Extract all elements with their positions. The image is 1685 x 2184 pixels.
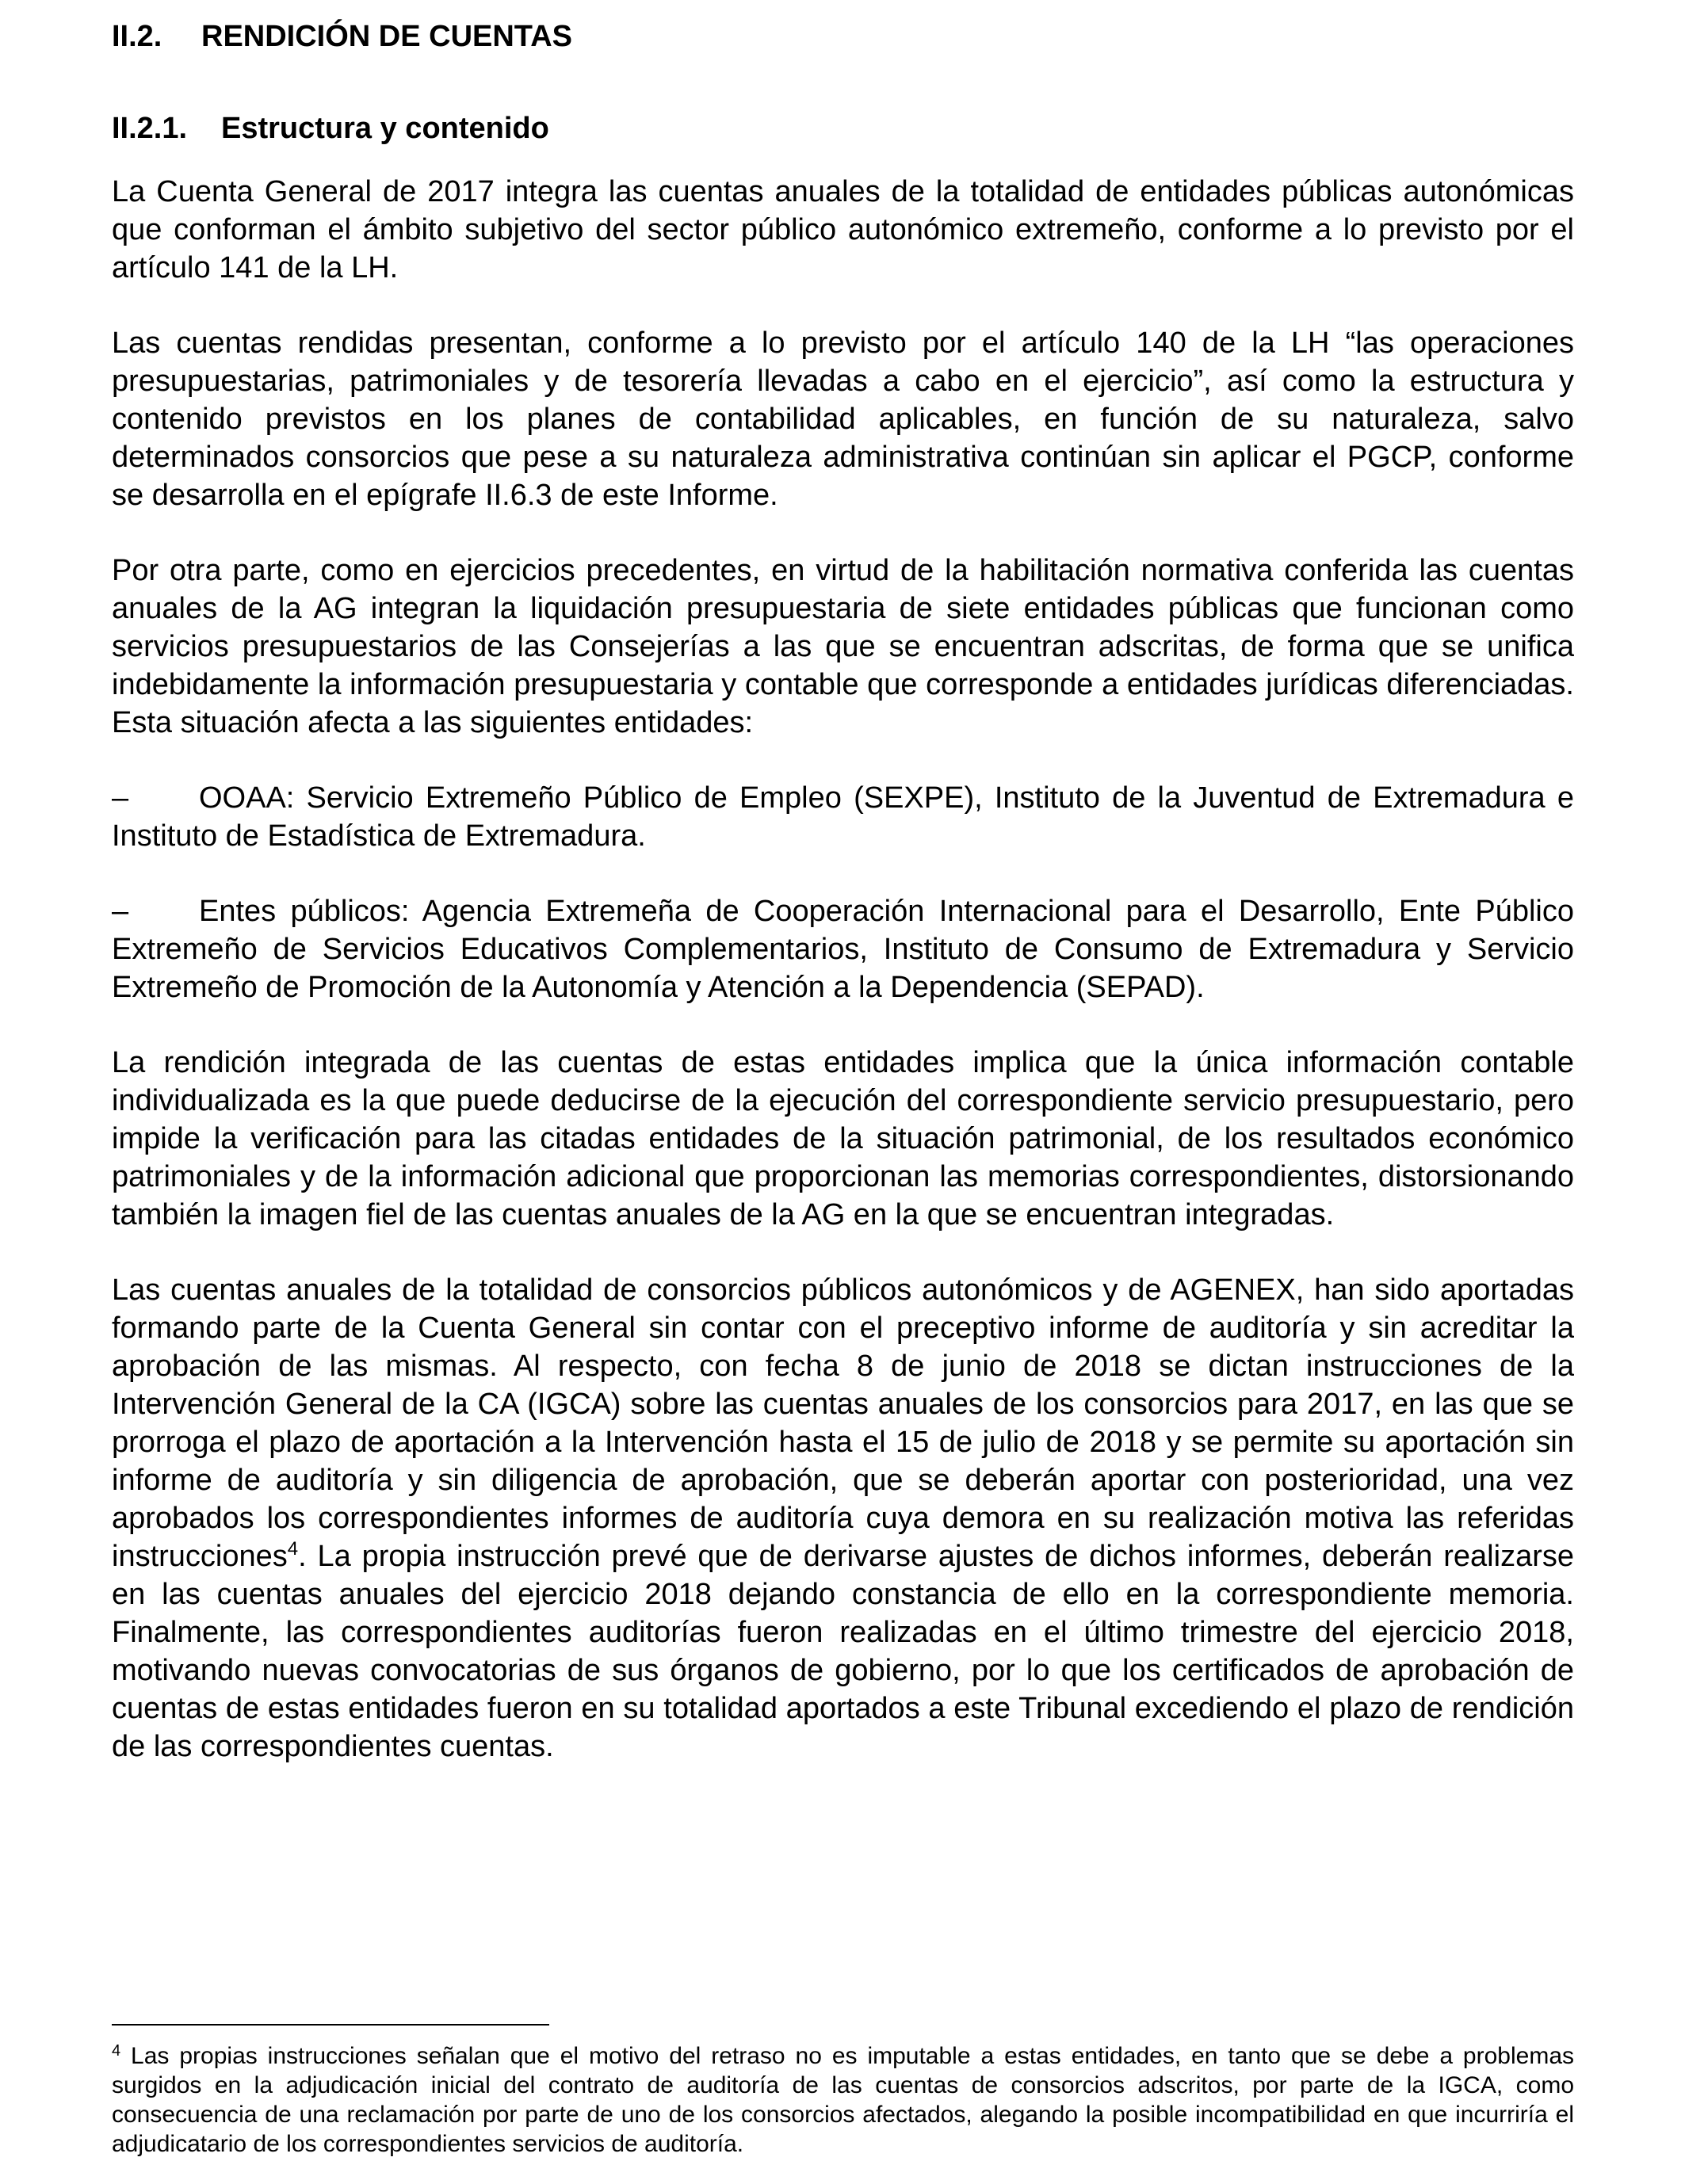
bullet-text: OOAA: Servicio Extremeño Público de Empleo (SEXPE), Instituto de la Juventud de Extremadura e Instituto de Estadística de Extremadura. — [112, 781, 1574, 853]
bullet-text: Entes públicos: Agencia Extremeña de Cooperación Internacional para el Desarrollo, Ente Público Extremeño de Servicios Educativos Complementarios, Instituto de Consumo de Extremadura y Servicio Extremeño de Promoción de la Autonomía y Atención a la Dependencia (SEPAD). — [112, 895, 1574, 1004]
paragraph-5 — [112, 1271, 1574, 1766]
footnote-number: 4 — [112, 2042, 121, 2060]
bullet-dash: – — [112, 895, 129, 928]
paragraph-5-part-b: . La propia instrucción prevé que de derivarse ajustes de dichos informes, deberán realizarse en las cuentas anuales del ejercicio 2018 dejando constancia de ello en la correspondiente memoria. Finalmente, las correspondientes auditorías fueron realizadas en el último trimestre del ejercicio 2018, motivando nuevas convocatorias de sus órganos de gobierno, por lo que los certificados de aprobación de cuentas de estas entidades fueron en su totalidad aportados a este Tribunal excediendo el plazo de rendición de las correspondientes cuentas. — [112, 1540, 1574, 1763]
subsection-heading — [112, 103, 1574, 154]
section-title: RENDICIÓN DE CUENTAS — [201, 20, 572, 53]
paragraph-4: La rendición integrada de las cuentas de estas entidades implica que la única información contable individualizada es la que puede deducirse de la ejecución del correspondiente servicio presupuestario, pero impide la verificación para las citadas entidades de la situación patrimonial, de los resultados económico patrimoniales y de la información adicional que proporcionan las memorias correspondientes, distorsionando también la imagen fiel de las cuentas anuales de la AG en la que se encuentran integradas. — [112, 1046, 1574, 1231]
bullet-item-entes — [112, 892, 1574, 1006]
subsection-number: II.2.1. — [112, 112, 188, 145]
paragraph-3: Por otra parte, como en ejercicios precedentes, en virtud de la habilitación normativa conferida las cuentas anuales de la AG integran la liquidación presupuestaria de siete entidades públicas que funcionan como servicios presupuestarios de las Consejerías a las que se encuentran adscritas, de forma que se unifica indebidamente la información presupuestaria y contable que corresponde a entidades jurídicas diferenciadas. Esta situación afecta a las siguientes entidades: — [112, 554, 1574, 739]
section-number: II.2. — [112, 20, 162, 53]
footnote-reference: 4 — [287, 1538, 299, 1560]
bullet-item-ooaa — [112, 779, 1574, 855]
subsection-title: Estructura y contenido — [221, 112, 549, 145]
bullet-dash: – — [112, 781, 129, 815]
document-page — [112, 11, 1574, 1803]
footnote-text: Las propias instrucciones señalan que el motivo del retraso no es imputable a estas entidades, en tanto que se debe a problemas surgidos en la adjudicación inicial del contrato de auditoría de las cuentas de consorcios adscritos, por parte de la IGCA, como consecuencia de una reclamación por parte de uno de los consorcios afectados, alegando la posible incompatibilidad en que incurriría el adjudicatario de los correspondientes servicios de auditoría. — [112, 2043, 1574, 2157]
footnote-separator — [112, 2024, 549, 2026]
footnote — [112, 2041, 1574, 2159]
section-heading — [112, 11, 1574, 62]
paragraph-1: La Cuenta General de 2017 integra las cuentas anuales de la totalidad de entidades públicas autonómicas que conforman el ámbito subjetivo del sector público autonómico extremeño, conforme a lo previsto por el artículo 141 de la LH. — [112, 175, 1574, 284]
paragraph-2: Las cuentas rendidas presentan, conforme a lo previsto por el artículo 140 de la LH “las operaciones presupuestarias, patrimoniales y de tesorería llevadas a cabo en el ejercicio”, así como la estructura y contenido previstos en los planes de contabilidad aplicables, en función de su naturaleza, salvo determinados consorcios que pese a su naturaleza administrativa continúan sin aplicar el PGCP, conforme se desarrolla en el epígrafe II.6.3 de este Informe. — [112, 326, 1574, 512]
paragraph-5-part-a: Las cuentas anuales de la totalidad de consorcios públicos autonómicos y de AGENEX, han sido aportadas formando parte de la Cuenta General sin contar con el preceptivo informe de auditoría y sin acreditar la aprobación de las mismas. Al respecto, con fecha 8 de junio de 2018 se dictan instrucciones de la Intervención General de la CA (IGCA) sobre las cuentas anuales de los consorcios para 2017, en las que se prorroga el plazo de aportación a la Intervención hasta el 15 de julio de 2018 y se permite su aportación sin informe de auditoría y sin diligencia de aprobación, que se deberán aportar con posterioridad, una vez aprobados los correspondientes informes de auditoría cuya demora en su realización motiva las referidas instrucciones — [112, 1273, 1574, 1573]
